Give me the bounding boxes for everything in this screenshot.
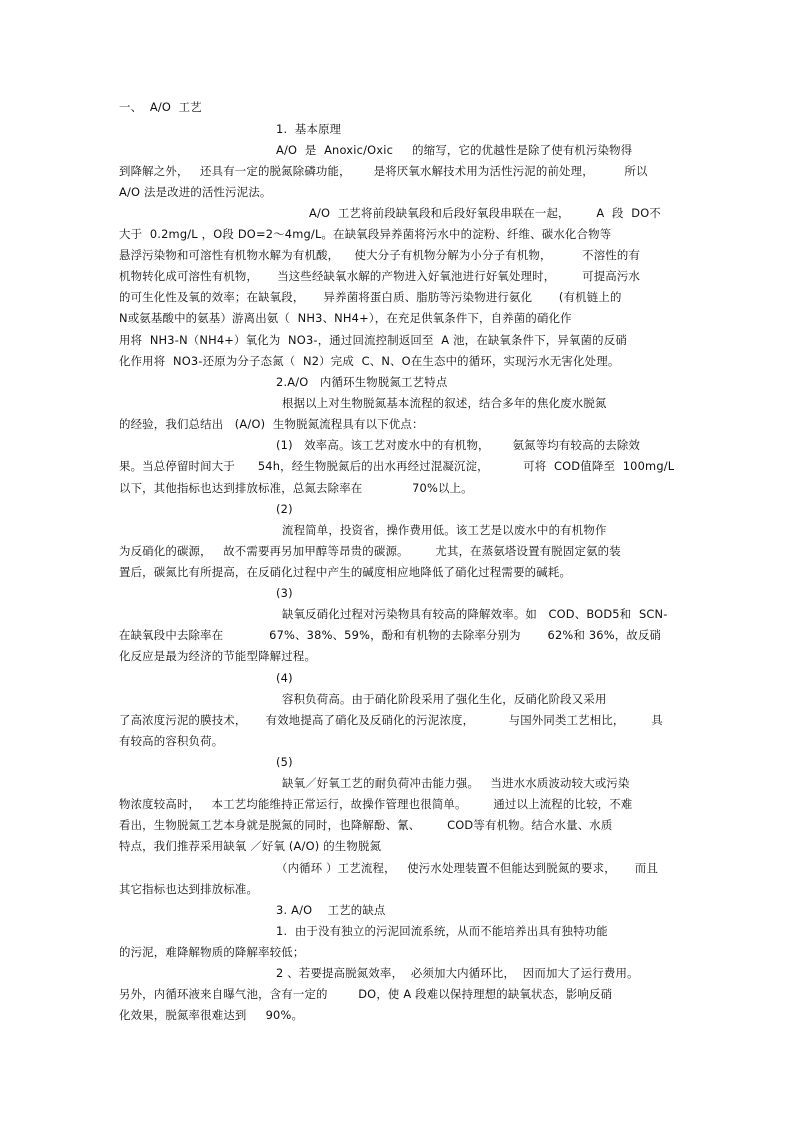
section-heading: 一、 A/O 工艺 (119, 100, 202, 114)
paragraph-line: 在缺氧段中去除率在 67%、38%、59%，酚和有机物的去除率分别为 62%和 36%，故反硝 (119, 628, 662, 642)
list-item-line: (1) 效率高。该工艺对废水中的有机物， 氨氮等均有较高的去除效 (276, 438, 641, 452)
paragraph-line: 的经验，我们总结出 (A/O) 生物脱氮流程具有以下优点： (119, 417, 424, 431)
list-number: (4) (276, 671, 293, 685)
subsection-heading: 3. A/O 工艺的缺点 (276, 903, 386, 917)
paragraph-line: 机物转化成可溶性有机物， 当这些经缺氧水解的产物进入好氧池进行好氧处理时， 可提高污水 (119, 269, 641, 283)
paragraph-line: 根据以上对生物脱氮基本流程的叙述，结合多年的焦化废水脱氮 (282, 396, 607, 410)
paragraph-line: 以下，其他指标也达到排放标准，总氮去除率在 70%以上。 (119, 481, 473, 495)
paragraph-line: 为反硝化的碳源， 故不需要再另加甲醇等昂贵的碳源。 尤其，在蒸氨塔设置有脱固定氨的装 (119, 544, 621, 558)
paragraph-line: 的污泥，难降解物质的降解率较低； (119, 945, 305, 959)
paragraph-line: 流程简单，投资省，操作费用低。该工艺是以废水中的有机物作 (282, 523, 607, 537)
paragraph-line: 了高浓度污泥的膜技术， 有效地提高了硝化及反硝化的污泥浓度， 与国外同类工艺相比， 具 (119, 713, 663, 727)
paragraph-line: 大于 0.2mg/L ，O段 DO=2～4mg/L。在缺氧段异养菌将污水中的淀粉、纤维、碳水化合物等 (119, 227, 612, 241)
paragraph-line: A/O 法是改进的活性污泥法。 (119, 185, 272, 199)
paragraph-line: 缺氧／好氧工艺的耐负荷冲击能力强。 当进水水质波动较大或污染 (282, 776, 630, 790)
paragraph-line: 的可生化性及氧的效率；在缺氧段， 异养菌将蛋白质、脂肪等污染物进行氨化 (有机链上的 (119, 290, 622, 304)
paragraph-line: 其它指标也达到排放标准。 (119, 882, 259, 896)
paragraph-line: 到降解之外， 还具有一定的脱氮除磷功能， 是将厌氧水解技术用为活性污泥的前处理， 所以 (119, 164, 648, 178)
paragraph-line: 2 、若要提高脱氮效率， 必须加大内循环比， 因而加大了运行费用。 (276, 966, 639, 980)
list-number: (3) (276, 586, 293, 600)
paragraph-line: N或氨基酸中的氨基）游离出氨（ NH3、NH4+），在充足供氧条件下，自养菌的硝化作 (119, 311, 572, 325)
paragraph-line: 置后，碳氮比有所提高，在反硝化过程中产生的碱度相应地降低了硝化过程需要的碱耗。 (119, 565, 572, 579)
paragraph-line: 看出，生物脱氮工艺本身就是脱氮的同时，也降解酚、氰、 COD等有机物。结合水量、水质 (119, 818, 613, 832)
paragraph-line: A/O 是 Anoxic/Oxic 的缩写，它的优越性是除了使有机污染物得 (276, 143, 633, 157)
list-number: (2) (276, 502, 293, 516)
paragraph-line: 物浓度较高时， 本工艺均能维持正常运行，故操作管理也很简单。 通过以上流程的比较，不难 (119, 797, 633, 811)
subsection-heading: 2.A/O 内循环生物脱氮工艺特点 (276, 375, 448, 389)
subsection-heading: 1. 基本原理 (276, 122, 342, 136)
paragraph-line: 特点，我们推荐采用缺氧 ／好氧 (A/O) 的生物脱氮 (119, 839, 382, 853)
list-number: (5) (276, 755, 293, 769)
paragraph-line: 1. 由于没有独立的污泥回流系统，从而不能培养出具有独特功能 (276, 924, 608, 938)
paragraph-line: 容积负荷高。由于硝化阶段采用了强化生化，反硝化阶段又采用 (282, 692, 607, 706)
paragraph-line: 另外，内循环液来自曝气池，含有一定的 DO，使 A 段难以保持理想的缺氧状态，影响反硝 (119, 987, 613, 1001)
paragraph-line: 用将 NH3-N（NH4+）氧化为 NO3-，通过回流控制返回至 A 池，在缺氧条件下，异氧菌的反硝 (119, 333, 627, 347)
paragraph-line: 悬浮污染物和可溶性有机物水解为有机酸， 使大分子有机物分解为小分子有机物， 不溶性的有 (119, 248, 641, 262)
paragraph-line: 有较高的容积负荷。 (119, 734, 224, 748)
paragraph-line: 果。当总停留时间大于 54h，经生物脱氮后的出水再经过混凝沉淀， 可将 COD值降至 100mg/L (119, 459, 675, 473)
paragraph-line: 化效果，脱氮率很难达到 90%。 (119, 1008, 304, 1022)
paragraph-line: 缺氧反硝化过程对污染物具有较高的降解效率。如 COD、BOD5和 SCN- (282, 607, 668, 621)
paragraph-line: 化作用将 NO3-还原为分子态氮（ N2）完成 C、N、O在生态中的循环，实现污水无害化处理。 (119, 354, 620, 368)
paragraph-line: A/O 工艺将前段缺氧段和后段好氧段串联在一起， A 段 DO不 (309, 206, 661, 220)
paragraph-line: （内循环 ）工艺流程， 使污水处理装置不但能达到脱氮的要求， 而且 (276, 861, 659, 875)
paragraph-line: 化反应是最为经济的节能型降解过程。 (119, 649, 317, 663)
